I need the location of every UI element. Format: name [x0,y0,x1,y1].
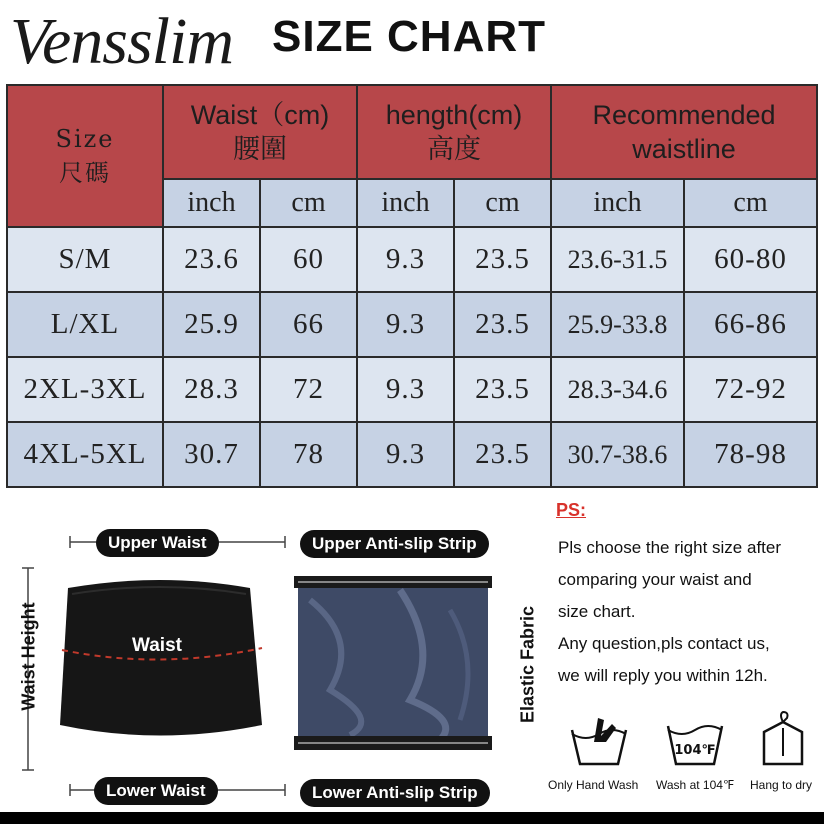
height-header-en: hength(cm) [385,100,523,130]
lower-waist-label: Lower Waist [94,777,218,805]
note-line: Pls choose the right size after [558,538,782,557]
lower-strip-label: Lower Anti-slip Strip [300,779,490,807]
table-cell: 30.7-38.6 [551,422,684,487]
table-cell: 28.3 [163,357,260,422]
table-cell: 23.5 [454,357,551,422]
table-cell: 23.5 [454,422,551,487]
bottom-border [0,812,824,824]
hand-wash-caption: Only Hand Wash [548,778,639,792]
table-cell: 9.3 [357,292,454,357]
table-cell: 23.5 [454,292,551,357]
ps-heading: PS: [556,500,587,520]
table-cell: 23.6 [163,227,260,292]
inner-belt-diagram [290,570,520,760]
size-header-zh: 尺碼 [59,159,111,187]
size-header-en: Size [55,125,115,153]
wash-temp-icon [664,714,726,770]
table-cell: 72-92 [684,357,817,422]
height-header-zh: 高度 [427,134,482,164]
upper-strip-label: Upper Anti-slip Strip [300,530,489,558]
table-cell: 25.9 [163,292,260,357]
table-cell: 60-80 [684,227,817,292]
size-header [7,85,163,227]
table-cell: 78 [260,422,357,487]
table-row [7,227,817,292]
unit-cell: cm [260,179,357,227]
unit-cell: cm [454,179,551,227]
recommended-header-line1: Recommended [592,100,776,130]
unit-cell: inch [357,179,454,227]
table-cell: 60 [260,227,357,292]
unit-cell: inch [163,179,260,227]
table-header-row [7,85,817,179]
table-cell: 28.3-34.6 [551,357,684,422]
page-title: SIZE CHART [272,12,546,61]
recommended-header [551,85,817,179]
table-cell: 23.6-31.5 [551,227,684,292]
table-cell: 23.5 [454,227,551,292]
size-cell: L/XL [7,292,163,357]
size-chart-table [6,84,818,488]
waist-label: Waist [132,635,182,656]
table-cell: 9.3 [357,227,454,292]
waist-height-label: Waist Height [18,602,39,711]
upper-waist-label: Upper Waist [96,529,219,557]
waist-header-en: Waist（cm) [190,100,330,130]
table-row [7,292,817,357]
hang-dry-caption: Hang to dry [750,778,813,792]
table-cell: 9.3 [357,357,454,422]
table-cell: 30.7 [163,422,260,487]
table-row [7,357,817,422]
waist-header [163,85,357,179]
table-row [7,422,817,487]
note-line: size chart. [558,602,636,621]
table-cell: 9.3 [357,422,454,487]
unit-cell: inch [551,179,684,227]
table-cell: 72 [260,357,357,422]
table-cell: 78-98 [684,422,817,487]
elastic-fabric-label: Elastic Fabric [517,605,538,724]
hang-dry-icon [758,708,808,770]
waist-header-zh: 腰圍 [233,134,287,164]
unit-cell: cm [684,179,817,227]
note-line: we will reply you within 12h. [558,666,768,685]
hand-wash-icon [568,712,630,770]
size-cell: 4XL-5XL [7,422,163,487]
table-cell: 25.9-33.8 [551,292,684,357]
brand-logo: Vensslim [10,5,233,78]
note-line: comparing your waist and [558,570,752,589]
height-header [357,85,551,179]
belt-front-shape [60,580,262,736]
wash-temp-text: 104℉ [674,743,716,758]
note-line: Any question,pls contact us, [558,634,770,653]
size-cell: 2XL-3XL [7,357,163,422]
wash-temp-caption: Wash at 104℉ [656,778,735,792]
size-cell: S/M [7,227,163,292]
recommended-header-line2: waistline [632,134,736,164]
table-cell: 66 [260,292,357,357]
table-cell: 66-86 [684,292,817,357]
front-belt-diagram [0,520,300,810]
